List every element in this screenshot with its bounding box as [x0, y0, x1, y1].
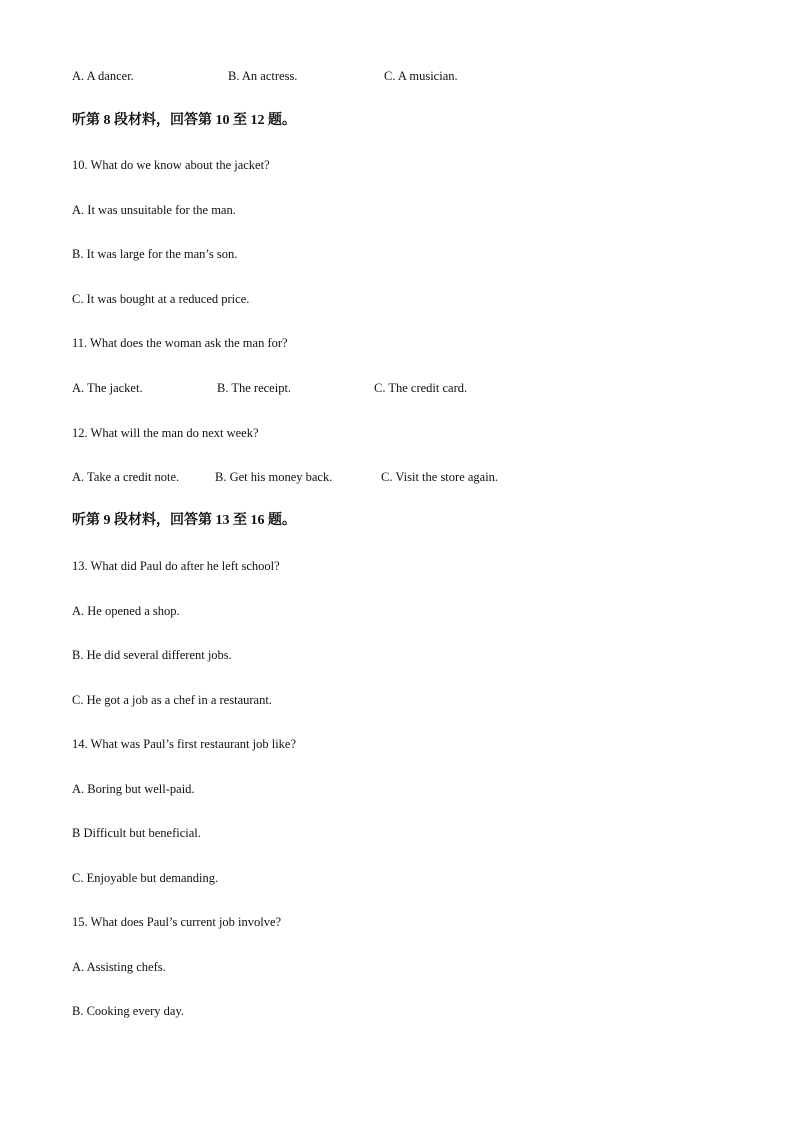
q14-option-b: B Difficult but beneficial. [72, 826, 201, 840]
q13-option-c: C. He got a job as a chef in a restaurant. [72, 693, 272, 707]
q15-option-b: B. Cooking every day. [72, 1004, 185, 1018]
q13-option-a: A. He opened a shop. [72, 604, 180, 618]
q13-question: 13. What did Paul do after he left school? [72, 559, 280, 573]
q10-question: 10. What do we know about the jacket? [72, 158, 270, 172]
q15-option-a: A. Assisting chefs. [72, 960, 166, 974]
section-8-heading: 听第 8 段材料，回答第 10 至 12 题。 [72, 113, 296, 128]
q11-question: 11. What does the woman ask the man for? [72, 336, 288, 350]
q12-option-c: C. Visit the store again. [381, 470, 499, 484]
q11-option-b: B. The receipt. [217, 381, 292, 395]
q10-option-c: C. It was bought at a reduced price. [72, 292, 250, 306]
q13-option-b: B. He did several different jobs. [72, 648, 232, 662]
q14-option-c: C. Enjoyable but demanding. [72, 871, 219, 885]
q15-question: 15. What does Paul’s current job involve? [72, 915, 282, 929]
q11-option-c: C. The credit card. [374, 381, 468, 395]
q9-option-c: C. A musician. [384, 69, 458, 83]
q11-option-a: A. The jacket. [72, 381, 143, 395]
q12-option-b: B. Get his money back. [215, 470, 333, 484]
q12-question: 12. What will the man do next week? [72, 426, 259, 440]
q10-option-b: B. It was large for the man’s son. [72, 247, 238, 261]
q9-option-a: A. A dancer. [72, 69, 134, 83]
q10-option-a: A. It was unsuitable for the man. [72, 203, 236, 217]
q14-question: 14. What was Paul’s first restaurant job like? [72, 737, 297, 751]
q12-option-a: A. Take a credit note. [72, 470, 180, 484]
q9-option-b: B. An actress. [228, 69, 298, 83]
section-9-heading: 听第 9 段材料，回答第 13 至 16 题。 [72, 513, 296, 528]
q14-option-a: A. Boring but well-paid. [72, 782, 195, 796]
